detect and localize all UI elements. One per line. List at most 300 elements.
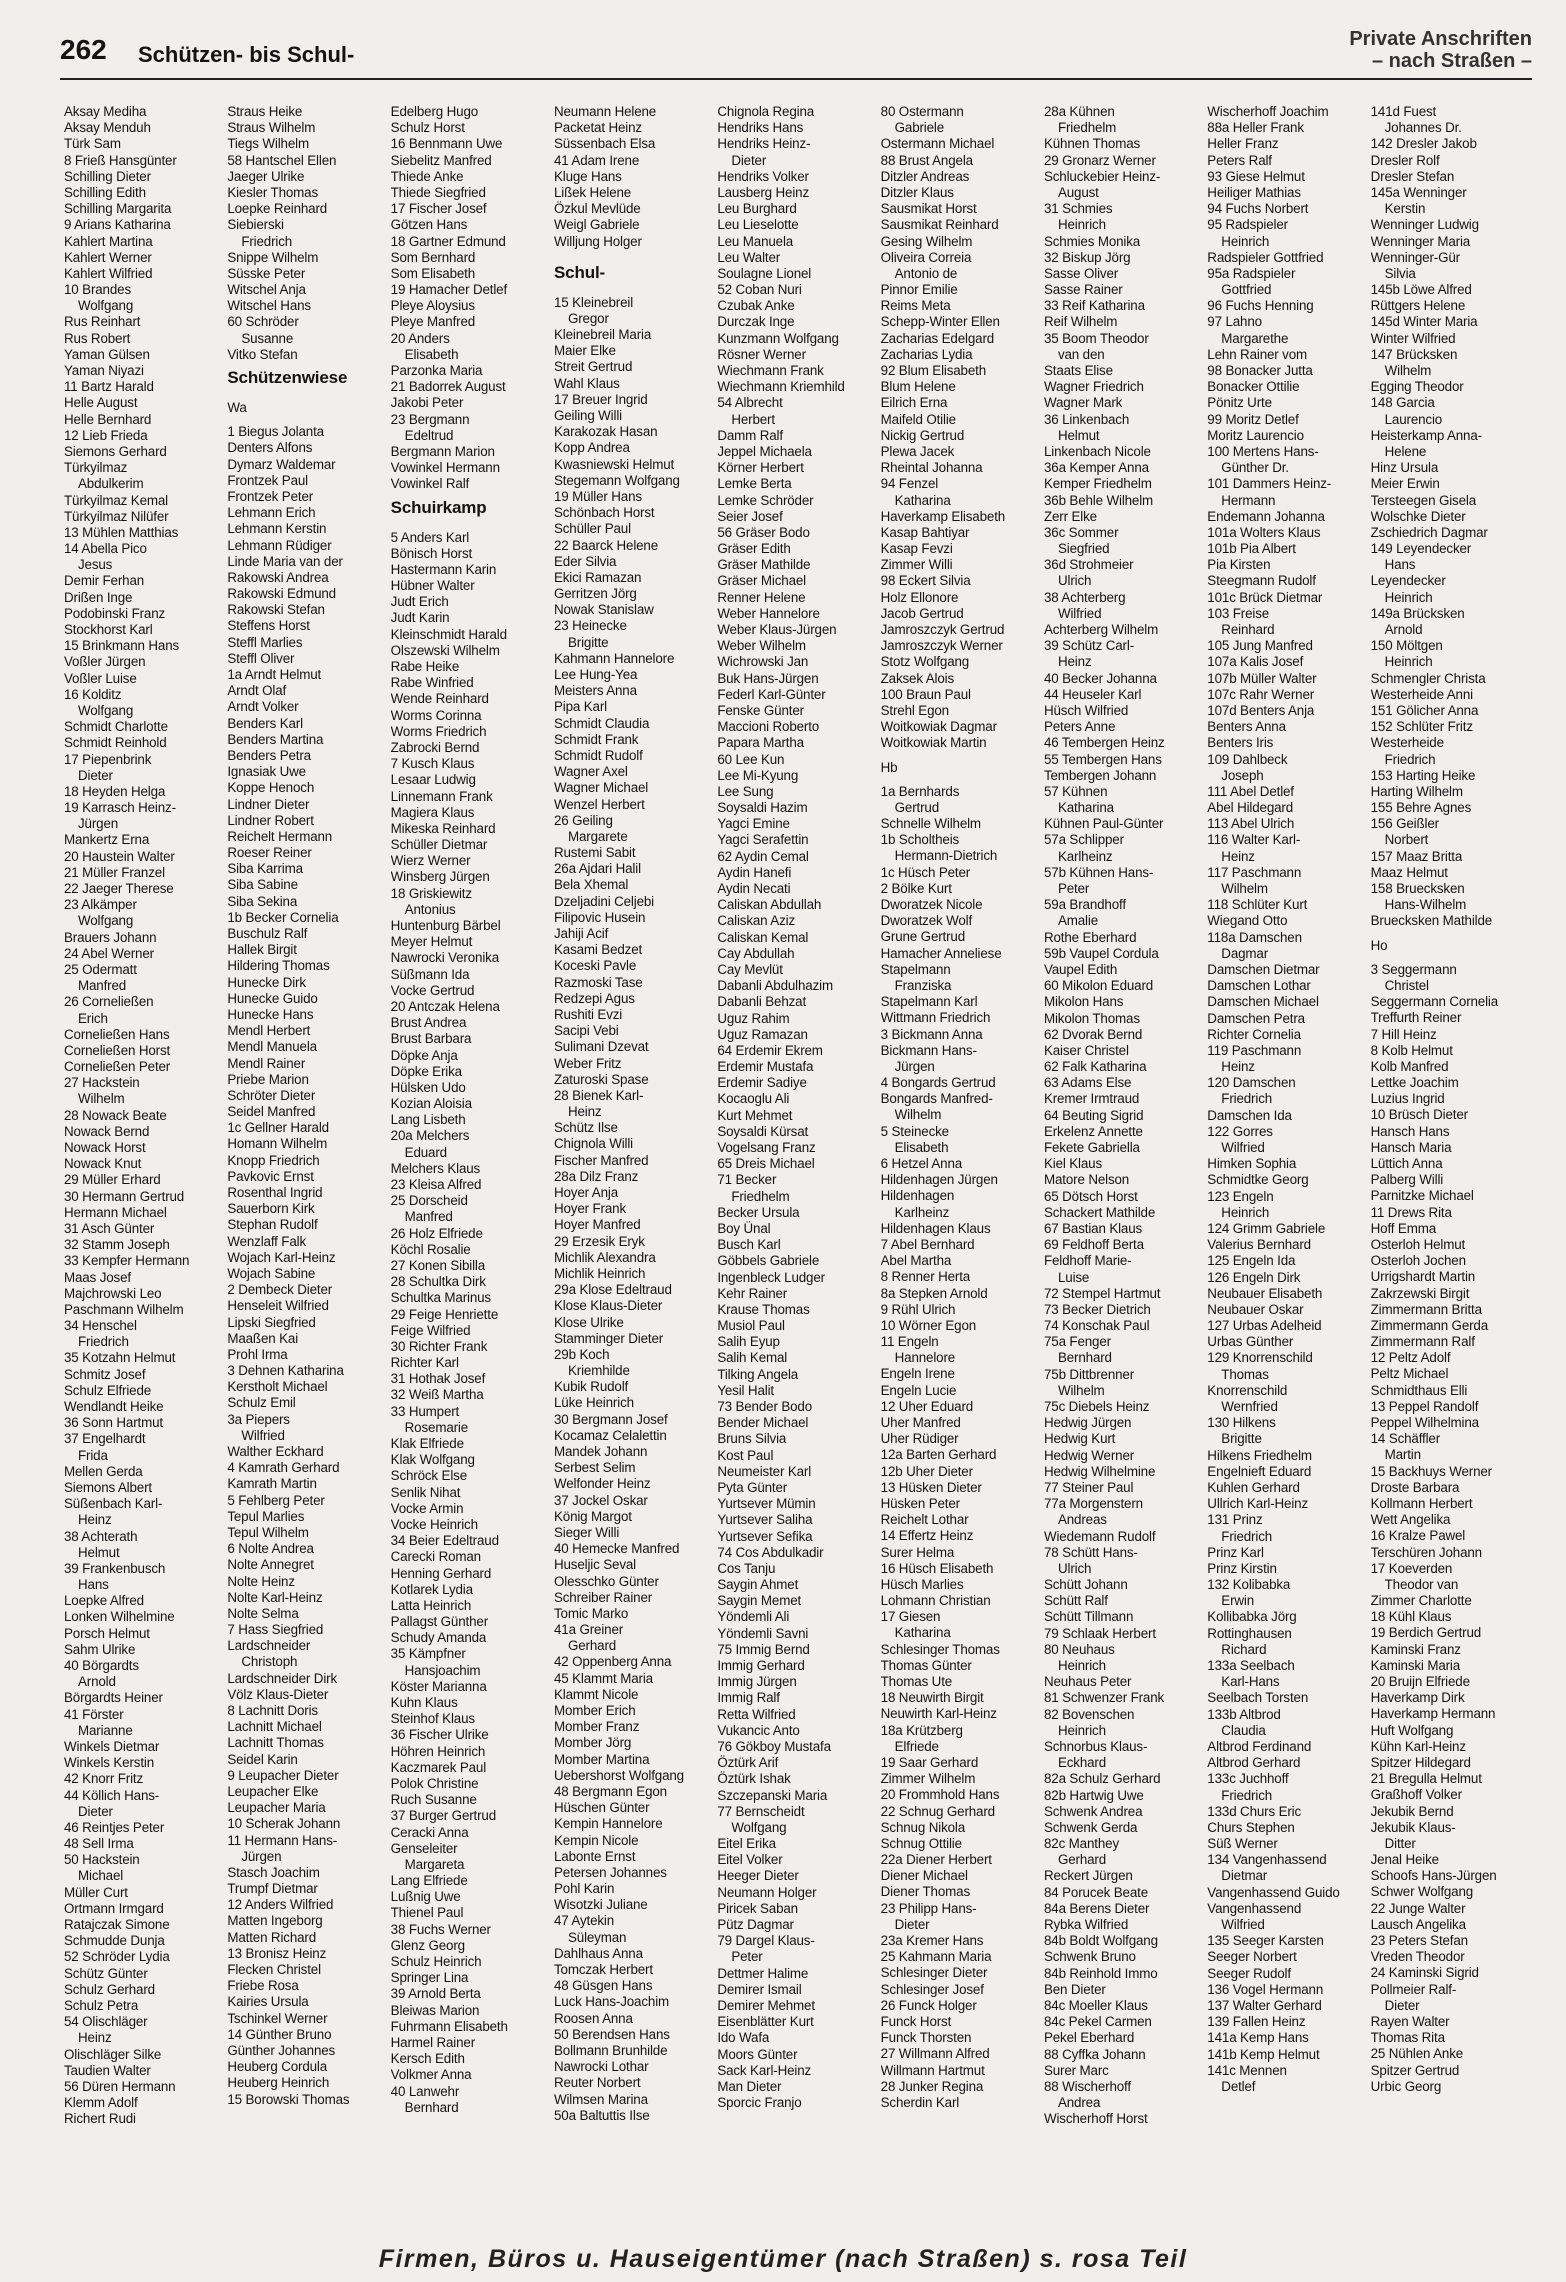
directory-entry: 109 Dahlbeck <box>1207 751 1288 767</box>
directory-entry: Damschen Dietmar <box>1207 961 1320 977</box>
directory-entry: Peppel Wilhelmina <box>1370 1415 1479 1430</box>
directory-entry: Soulagne Lionel <box>717 265 812 281</box>
directory-entry: Dymarz Waldemar <box>227 456 336 472</box>
entry-continuation: Franziska <box>894 977 952 993</box>
directory-entry: 95 Radspieler <box>1207 217 1288 233</box>
directory-entry: 27 Konen Sibilla <box>390 1257 486 1273</box>
directory-entry: Hoff Emma <box>1370 1220 1436 1236</box>
directory-entry: Zakrzewski Birgit <box>1370 1285 1470 1301</box>
directory-entry: Knorrenschild <box>1207 1382 1288 1398</box>
directory-entry: 11 Hermann Hans- <box>227 1832 338 1848</box>
directory-entry: 126 Engeln Dirk <box>1207 1269 1301 1285</box>
directory-entry: Eitel Volker <box>717 1852 783 1868</box>
directory-entry: 100 Mertens Hans- <box>1207 443 1319 459</box>
directory-entry: 7 Kusch Klaus <box>390 756 475 772</box>
page-header <box>60 28 1532 80</box>
directory-entry: Lausberg Heinz <box>717 184 810 200</box>
directory-entry: Renner Helene <box>717 589 806 605</box>
directory-entry: Hildenhagen <box>880 1188 955 1204</box>
directory-entry: Kasami Bedzet <box>553 942 643 958</box>
spacer <box>1371 954 1533 962</box>
directory-entry: 137 Walter Gerhard <box>1207 1997 1322 2013</box>
directory-entry: Wisotzki Juliane <box>553 1897 648 1913</box>
directory-entry: Woitkowiak Dagmar <box>880 719 997 735</box>
directory-entry: 20 Frommhold Hans <box>880 1787 1000 1803</box>
directory-entry: Schröter Dieter <box>227 1087 316 1103</box>
directory-entry: Linkenbach Nicole <box>1043 443 1151 459</box>
directory-entry: Pavkovic Ernst <box>227 1168 314 1184</box>
directory-entry: Lehmann Erich <box>227 505 316 521</box>
directory-entry: 113 Abel Ulrich <box>1207 816 1295 832</box>
directory-entry: Reif Wilhelm <box>1043 314 1118 330</box>
directory-entry: Steffl Marlies <box>227 634 303 650</box>
directory-entry: 19 Müller Hans <box>553 488 642 504</box>
directory-entry: Immig Gerhard <box>717 1658 805 1673</box>
directory-entry: 11 Drews Rita <box>1370 1204 1452 1220</box>
entry-continuation: Heinrich <box>1384 654 1433 670</box>
directory-entry: 74 Konschak Paul <box>1043 1318 1150 1334</box>
entry-continuation: Wilfried <box>241 1427 285 1443</box>
directory-entry: Kempin Nicole <box>553 1832 639 1848</box>
directory-entry: 133d Churs Eric <box>1207 1803 1302 1819</box>
directory-entry: 96 Fuchs Henning <box>1207 298 1314 314</box>
directory-entry: 1a Bernhards <box>880 783 960 799</box>
directory-entry: Siebierski <box>227 217 284 233</box>
directory-entry: 35 Boom Theodor <box>1043 330 1149 346</box>
directory-entry: Schmengler Christa <box>1370 670 1486 686</box>
directory-entry: Damschen Lothar <box>1207 978 1311 994</box>
directory-entry: 41 Adam Irene <box>553 152 640 168</box>
directory-entry: Pipa Karl <box>553 699 607 715</box>
directory-entry: Saygin Memet <box>717 1593 802 1609</box>
directory-entry: Vogelsang Franz <box>717 1140 816 1155</box>
directory-entry: Reims Meta <box>880 298 951 314</box>
directory-entry: Brust Barbara <box>390 1031 472 1047</box>
directory-entry: Vangenhassend <box>1207 1900 1302 1916</box>
directory-entry: Kocaoglu Ali <box>717 1091 790 1107</box>
directory-entry: Hoyer Manfred <box>553 1217 641 1233</box>
directory-entry: Hilkens Friedhelm <box>1207 1447 1312 1463</box>
directory-entry: Hedwig Jürgen <box>1043 1415 1132 1431</box>
directory-entry: 16 Hüsch Elisabeth <box>880 1560 994 1576</box>
entry-continuation: Ulrich <box>1057 1560 1092 1576</box>
directory-entry: Schmidt Rudolf <box>553 747 643 763</box>
directory-entry: 57b Kühnen Hans- <box>1043 864 1154 880</box>
entry-continuation: Friedrich <box>78 1334 129 1350</box>
directory-entry: 17 Giesen <box>880 1609 941 1625</box>
directory-entry: 119 Paschmann <box>1207 1042 1302 1058</box>
directory-entry: 1c Gellner Harald <box>227 1120 329 1136</box>
street-heading: Schuirkamp <box>390 497 487 517</box>
directory-entry: Völz Klaus-Dieter <box>227 1686 329 1702</box>
directory-entry: Luzius Ingrid <box>1370 1091 1445 1107</box>
directory-entry: Soysaldi Kürsat <box>717 1123 809 1139</box>
directory-entry: Erdemir Mustafa <box>717 1059 814 1075</box>
directory-entry: 31 Asch Günter <box>64 1220 155 1236</box>
directory-entry: Türk Sam <box>64 136 121 152</box>
entry-continuation: Margareta <box>404 1856 465 1872</box>
entry-continuation: Silvia <box>1384 265 1416 281</box>
directory-entry: Kahlert Wilfried <box>64 265 153 281</box>
directory-entry: Schröck Else <box>390 1468 467 1484</box>
directory-entry: Seeger Rudolf <box>1207 1965 1291 1981</box>
directory-entry: 101c Brück Dietmar <box>1207 589 1323 605</box>
directory-entry: 145b Löwe Alfred <box>1370 282 1472 298</box>
directory-entry: 20 Bruijn Elfriede <box>1370 1674 1470 1689</box>
directory-entry: Knopp Friedrich <box>227 1152 320 1168</box>
directory-entry: 88 Cyffka Johann <box>1043 2046 1146 2062</box>
directory-entry: Kluge Hans <box>553 168 622 184</box>
entry-continuation: Gregor <box>567 310 609 326</box>
directory-entry: Urbic Georg <box>1370 2078 1442 2094</box>
directory-entry: 118a Damschen <box>1207 929 1302 945</box>
directory-entry: 3 Dehnen Katharina <box>227 1363 344 1379</box>
directory-entry: Altbrod Ferdinand <box>1207 1738 1312 1754</box>
entry-continuation: Marianne <box>78 1722 133 1738</box>
directory-entry: 59b Vaupel Cordula <box>1043 945 1159 961</box>
entry-continuation: Andreas <box>1057 1512 1107 1528</box>
directory-entry: Schmitz Josef <box>64 1366 146 1382</box>
entry-continuation: Manfred <box>404 1209 453 1225</box>
directory-entry: Yöndemli Savni <box>717 1625 809 1641</box>
directory-entry: 32 Biskup Jörg <box>1043 249 1131 265</box>
directory-entry: Maier Elke <box>553 343 616 359</box>
directory-entry: Pleye Manfred <box>390 314 476 330</box>
directory-entry: 35 Kotzahn Helmut <box>64 1350 176 1366</box>
entry-continuation: Hans <box>78 1577 109 1593</box>
section-title-line1: Private Anschriften <box>1349 28 1532 50</box>
directory-entry: 141b Kemp Helmut <box>1207 2046 1320 2062</box>
directory-entry: 14 Effertz Heinz <box>880 1528 974 1544</box>
section-title-line2: – nach Straßen – <box>1371 50 1532 72</box>
entry-continuation: Christoph <box>241 1654 298 1670</box>
directory-entry: Demirer Ismail <box>717 1981 802 1997</box>
directory-entry: Kerstholt Michael <box>227 1379 328 1395</box>
directory-entry: Vowinkel Hermann <box>390 460 500 476</box>
directory-entry: Bela Xhemal <box>553 877 629 893</box>
directory-entry: Dresler Rolf <box>1370 152 1440 168</box>
entry-continuation: Hansjoachim <box>404 1662 481 1678</box>
entry-continuation: Edeltrud <box>404 427 454 443</box>
entry-continuation: Heinz <box>1221 848 1255 864</box>
directory-entry: Wenzel Herbert <box>553 796 645 812</box>
directory-entry: 123 Engeln <box>1207 1188 1274 1204</box>
directory-entry: 9 Arians Katharina <box>64 217 171 233</box>
directory-entry: Haverkamp Elisabeth <box>880 508 1006 524</box>
directory-entry: Lardschneider <box>227 1638 311 1654</box>
directory-entry: Schoofs Hans-Jürgen <box>1370 1868 1497 1884</box>
directory-entry: Peters Ralf <box>1207 152 1272 168</box>
directory-entry: 129 Knorrenschild <box>1207 1350 1313 1366</box>
directory-entry: Leu Walter <box>717 249 781 265</box>
directory-entry: Kubik Rudolf <box>553 1379 629 1395</box>
directory-entry: 30 Bergmann Josef <box>553 1411 668 1427</box>
directory-entry: Ortmann Irmgard <box>64 1900 164 1916</box>
directory-entry: Henseleit Wilfried <box>227 1298 329 1314</box>
directory-entry: Leyendecker <box>1370 573 1446 589</box>
entry-continuation: Luise <box>1057 1269 1090 1285</box>
entry-continuation: Susanne <box>241 330 294 346</box>
directory-entry: Sporcic Franjo <box>717 2095 802 2111</box>
directory-entry: Voßler Jürgen <box>64 654 146 670</box>
directory-entry: Lesaar Ludwig <box>390 772 476 788</box>
directory-entry: Surer Helma <box>880 1544 955 1560</box>
directory-entry: Weber Klaus-Jürgen <box>717 622 837 637</box>
directory-entry: Spitzer Hildegard <box>1370 1754 1471 1770</box>
directory-entry: 33 Reif Katharina <box>1043 298 1145 314</box>
directory-entry: Harting Wilhelm <box>1370 783 1463 799</box>
directory-entry: Zschiedrich Dagmar <box>1370 524 1488 540</box>
directory-entry: 79 Dargel Klaus- <box>717 1933 815 1949</box>
directory-entry: Hunecke Hans <box>227 1006 314 1022</box>
directory-entry: Tomic Marko <box>553 1605 629 1621</box>
entry-continuation: Wilfried <box>1221 1917 1265 1932</box>
directory-entry: Snippe Wilhelm <box>227 249 319 265</box>
directory-entry: Immig Ralf <box>717 1690 780 1706</box>
directory-entry: 56 Gräser Bodo <box>717 524 810 540</box>
directory-entry: Prinz Kirstin <box>1207 1560 1277 1576</box>
directory-entry: Kamrath Martin <box>227 1476 317 1492</box>
directory-entry: Prinz Karl <box>1207 1544 1264 1560</box>
directory-entry: Seier Josef <box>717 508 783 524</box>
directory-entry: Plewa Jacek <box>880 443 955 459</box>
directory-entry: Stockhorst Karl <box>64 622 153 637</box>
directory-entry: Chignola Willi <box>553 1136 633 1152</box>
directory-entry: 18 Gartner Edmund <box>390 233 506 249</box>
directory-entry: Neumeister Karl <box>717 1463 812 1479</box>
directory-entry: 101 Dammers Heinz- <box>1207 476 1332 492</box>
directory-entry: Gesing Wilhelm <box>880 233 973 249</box>
directory-entry: Schulz Emil <box>227 1395 296 1411</box>
directory-entry: 12 Peltz Adolf <box>1370 1350 1451 1366</box>
directory-entry: Wa <box>227 400 247 415</box>
directory-entry: Hendriks Hans <box>717 120 804 136</box>
directory-entry: Willjung Holger <box>553 233 642 249</box>
directory-entry: 145a Wenninger <box>1370 184 1467 200</box>
directory-entry: 141a Kemp Hans <box>1207 2030 1309 2046</box>
spacer <box>227 416 389 424</box>
directory-entry: Schlesinger Thomas <box>880 1641 1000 1657</box>
entry-continuation: Dieter <box>894 1916 930 1932</box>
entry-continuation: Bernhard <box>404 2099 459 2115</box>
directory-entry: Yesil Halit <box>717 1382 774 1398</box>
directory-entry: Uher Manfred <box>880 1415 961 1430</box>
directory-entry: Wagner Axel <box>553 764 628 780</box>
directory-entry: Sahm Ulrike <box>64 1641 136 1657</box>
directory-entry: Dworatzek Nicole <box>880 897 983 912</box>
directory-entry: Seggermann Cornelia <box>1370 994 1499 1010</box>
directory-entry: 84a Berens Dieter <box>1043 1900 1150 1916</box>
directory-entry: Sack Karl-Heinz <box>717 2062 812 2078</box>
directory-entry: Gräser Michael <box>717 573 806 589</box>
directory-entry: 101a Wolters Klaus <box>1207 524 1321 540</box>
directory-entry: Kunzmann Wolfgang <box>717 330 839 346</box>
entry-continuation: Frida <box>78 1447 108 1463</box>
directory-entry: 62 Aydin Cemal <box>717 848 809 864</box>
directory-entry: Fischer Manfred <box>553 1152 649 1168</box>
directory-entry: Seidel Karin <box>227 1751 298 1767</box>
directory-entry: Paschmann Wilhelm <box>64 1301 184 1317</box>
directory-entry: 94 Fenzel <box>880 476 939 492</box>
directory-column <box>1044 104 1206 2224</box>
directory-entry: Götzen Hans <box>390 217 468 233</box>
directory-entry: Priebe Marion <box>227 1071 309 1087</box>
directory-entry: Wierz Werner <box>390 853 471 869</box>
directory-entry: 36c Sommer <box>1043 524 1119 540</box>
entry-continuation: Arnold <box>78 1674 116 1690</box>
entry-continuation: Brigitte <box>567 634 609 650</box>
directory-entry: Tepul Marlies <box>227 1508 305 1524</box>
entry-continuation: Friedrich <box>241 233 293 249</box>
directory-entry: Olischläger Silke <box>64 2046 162 2062</box>
directory-entry: Huft Wolfgang <box>1370 1722 1454 1738</box>
entry-continuation: Dieter <box>78 1803 113 1819</box>
directory-entry: Zimmermann Gerda <box>1370 1317 1489 1333</box>
directory-entry: 107c Rahr Werner <box>1207 686 1315 702</box>
directory-entry: 33 Humpert <box>390 1403 460 1419</box>
directory-entry: 82b Hartwig Uwe <box>1043 1787 1144 1803</box>
directory-entry: 152 Schlüter Fritz <box>1370 719 1473 735</box>
directory-entry: Wett Angelika <box>1370 1512 1451 1528</box>
directory-entry: Magiera Klaus <box>390 804 475 820</box>
directory-entry: Straus Heike <box>227 104 303 119</box>
directory-entry: 8a Stepken Arnold <box>880 1285 988 1301</box>
entry-continuation: Peter <box>731 1949 763 1965</box>
directory-entry: Lehmann Kerstin <box>227 521 327 537</box>
directory-entry: 80 Neuhaus <box>1043 1641 1115 1657</box>
directory-entry: 6 Hetzel Anna <box>880 1156 963 1171</box>
directory-entry: Tiegs Wilhelm <box>227 136 309 152</box>
directory-entry: Bickmann Hans- <box>880 1042 977 1058</box>
directory-entry: 135 Seeger Karsten <box>1207 1933 1324 1949</box>
entry-continuation: Arnold <box>1384 622 1423 637</box>
directory-entry: 26 Corneließen <box>64 994 154 1010</box>
entry-continuation: Hermann-Dietrich <box>894 848 998 864</box>
directory-entry: Lindner Dieter <box>227 796 310 812</box>
entry-continuation: Gerhard <box>1057 1852 1107 1868</box>
directory-entry: Zimmer Wilhelm <box>880 1771 976 1787</box>
directory-entry: 130 Hilkens <box>1207 1415 1276 1431</box>
directory-entry: Jamroszczyk Werner <box>880 638 1003 654</box>
directory-entry: Rabe Winfried <box>390 675 474 691</box>
directory-entry: Ditzler Klaus <box>880 184 954 200</box>
directory-entry: Hedwig Wilhelmine <box>1043 1463 1156 1479</box>
directory-entry: Schmidt Charlotte <box>64 719 168 735</box>
directory-entry: Abel Martha <box>880 1253 952 1269</box>
directory-entry: Kehr Rainer <box>717 1285 788 1301</box>
directory-entry: Henning Gerhard <box>390 1565 492 1581</box>
directory-entry: 141d Fuest <box>1370 104 1437 119</box>
directory-entry: 14 Günther Bruno <box>227 2026 332 2042</box>
entry-continuation: Theodor van <box>1384 1576 1459 1592</box>
entry-continuation: Wilhelm <box>894 1107 942 1123</box>
directory-entry: Kühnen Thomas <box>1043 136 1141 152</box>
directory-entry: 52 Coban Nuri <box>717 282 802 298</box>
directory-entry: Klammt Nicole <box>553 1686 639 1702</box>
entry-continuation: Gottfried <box>1221 282 1272 298</box>
directory-entry: Witschel Hans <box>227 298 311 314</box>
directory-entry: Yurtsever Sefika <box>717 1528 813 1544</box>
directory-entry: Süsske Peter <box>227 265 306 281</box>
directory-entry: Thomas Ute <box>880 1674 953 1689</box>
directory-entry: Staats Elise <box>1043 363 1113 378</box>
directory-entry: Eisenblätter Kurt <box>717 2014 814 2030</box>
directory-entry: Rabe Heike <box>390 659 460 674</box>
directory-entry: Cay Abdullah <box>717 945 795 961</box>
directory-entry: Achterberg Wilhelm <box>1043 622 1159 637</box>
directory-entry: 4 Kamrath Gerhard <box>227 1460 340 1476</box>
directory-entry: Durczak Inge <box>717 314 795 330</box>
directory-entry: 75c Diebels Heinz <box>1043 1399 1150 1414</box>
directory-entry: Kost Paul <box>717 1447 774 1463</box>
directory-entry: Worms Corinna <box>390 707 482 723</box>
directory-entry: 18 Kühl Klaus <box>1370 1609 1452 1625</box>
directory-entry: 4 Bongards Gertrud <box>880 1075 996 1091</box>
directory-entry: 64 Beuting Sigrid <box>1043 1107 1144 1123</box>
section-title <box>1349 28 1532 72</box>
entry-continuation: Siegfried <box>1057 541 1110 557</box>
spacer <box>554 250 716 258</box>
directory-entry: Sieger Willi <box>553 1524 620 1540</box>
directory-entry: Dworatzek Wolf <box>880 913 973 929</box>
directory-entry: Zaksek Alois <box>880 670 955 686</box>
directory-entry: Musiol Paul <box>717 1318 785 1334</box>
directory-entry: 101b Pia Albert <box>1207 541 1296 557</box>
directory-entry: Arndt Olaf <box>227 683 287 699</box>
directory-entry: Schütt Tillmann <box>1043 1609 1134 1625</box>
directory-entry: Sasse Oliver <box>1043 265 1119 281</box>
directory-entry: Lang Elfriede <box>390 1873 468 1889</box>
directory-entry: Süß Werner <box>1207 1836 1278 1852</box>
directory-entry: 26 Geiling <box>553 812 613 828</box>
directory-entry: Trumpf Dietmar <box>227 1881 318 1897</box>
directory-entry: 47 Aytekin <box>553 1913 615 1929</box>
directory-columns <box>64 104 1534 2224</box>
entry-continuation: Joseph <box>1221 767 1264 783</box>
directory-entry: Osterloh Helmut <box>1370 1236 1466 1252</box>
directory-entry: Welfonder Heinz <box>553 1476 651 1492</box>
directory-entry: Neumann Helene <box>553 104 657 119</box>
directory-entry: Graßhoff Volker <box>1370 1787 1462 1803</box>
directory-entry: Steinhof Klaus <box>390 1711 475 1727</box>
directory-entry: Momber Martina <box>553 1751 650 1767</box>
directory-entry: Schmudde Dunja <box>64 1933 165 1949</box>
directory-entry: Engeln Lucie <box>880 1382 957 1398</box>
directory-entry: Kasap Fevzi <box>880 541 953 557</box>
directory-entry: Glenz Georg <box>390 1937 465 1953</box>
directory-entry: 17 Fischer Josef <box>390 201 487 217</box>
directory-entry: 25 Nühlen Anke <box>1370 2046 1464 2062</box>
directory-entry: 122 Gorres <box>1207 1123 1273 1139</box>
directory-entry: Kremer Irmtraud <box>1043 1091 1140 1107</box>
directory-entry: 64 Erdemir Ekrem <box>717 1042 823 1058</box>
directory-entry: 19 Hamacher Detlef <box>390 282 508 298</box>
directory-entry: Bönisch Horst <box>390 545 473 561</box>
directory-entry: Vaupel Edith <box>1043 961 1118 977</box>
directory-entry: Öztürk Ishak <box>717 1771 791 1787</box>
directory-entry: Parzonka Maria <box>390 363 483 378</box>
directory-entry: Hansch Maria <box>1370 1139 1452 1155</box>
directory-entry: Lee Mi-Kyung <box>717 767 799 783</box>
directory-entry: 76 Gökboy Mustafa <box>717 1738 831 1754</box>
directory-entry: Som Elisabeth <box>390 265 476 281</box>
directory-entry: 7 Abel Bernhard <box>880 1236 975 1252</box>
directory-entry: Hülsken Udo <box>390 1079 466 1095</box>
directory-entry: 67 Bastian Klaus <box>1043 1220 1143 1236</box>
directory-entry: Maaz Helmut <box>1370 864 1448 880</box>
directory-entry: 15 Brinkmann Hans <box>64 638 180 654</box>
entry-continuation: Margarete <box>567 828 628 844</box>
